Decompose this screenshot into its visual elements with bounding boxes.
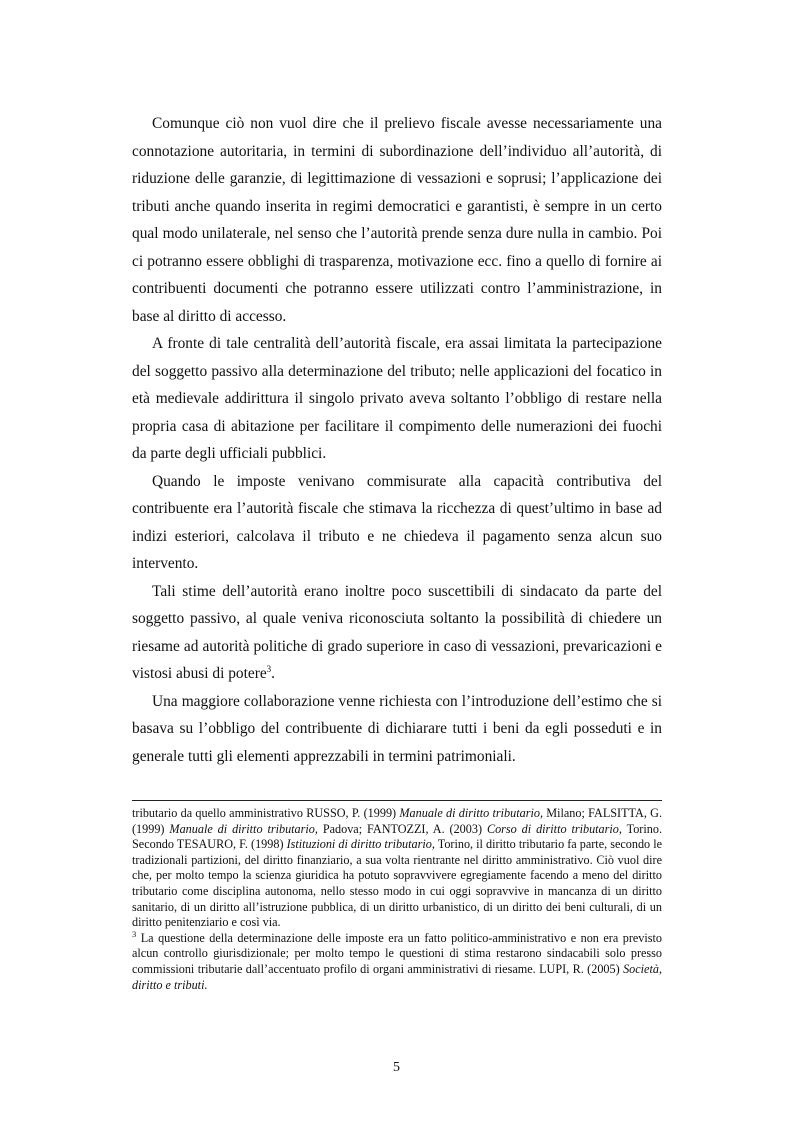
footnote-3 [132, 928, 662, 993]
footnote-italic-title: Società, diritto e tributi. [132, 961, 662, 992]
footnote-text: tributario da quello amministrativo RUSSO, P. (1999) [132, 806, 400, 820]
paragraph-2: A fronte di tale centralità dell’autorità fiscale, era assai limitata la partecipazione del soggetto passivo alla determinazione del tributo; nelle applicazioni del focatico in età medievale addirittura il singolo privato aveva soltanto l’obbligo di restare nella propria casa di abitazione per facilitare il compimento delle numerazioni dei fuochi da parte degli ufficiali pubblici. [132, 335, 662, 462]
paragraph-1: Comunque ciò non vuol dire che il prelievo fiscale avesse necessariamente una connotazione autoritaria, in termini di subordinazione dell’individuo all’autorità, di riduzione delle garanzie, di legittimazione di vessazioni e soprusi; l’applicazione dei tributi anche quando inserita in regimi democratici e garantisti, è sempre in un certo qual modo unilaterale, nel senso che l’autorità prende senza dure nulla in cambio. Poi ci potranno essere obblighi di trasparenza, motivazione ecc. fino a quello di fornire ai contribuenti documenti che potranno essere utilizzati contro l’amministrazione, in base al diritto di accesso. [132, 115, 662, 325]
footnote-italic-title: Manuale di diritto tributario, [169, 821, 318, 836]
paragraph-4 [132, 578, 662, 688]
footnote-text: La questione della determinazione delle imposte era un fatto politico-amministrativo e non era previsto alcun controllo giurisdizionale; per molto tempo le questioni di stima restarono sindacabili solo presso commissioni tributarie dall’accentuato profilo di organi amministrativi di riesame. LUPI, R. (2005) [132, 930, 662, 976]
footnote-text: Padova; FANTOZZI, A. (2003) [317, 821, 487, 836]
paragraph-4-text: Tali stime dell’autorità erano inoltre poco suscettibili di sindacato da parte del soggetto passivo, al quale veniva riconosciuta soltanto la possibilità di chiedere un riesame ad autorità politiche di grado superiore in caso di vessazioni, prevaricazioni e vistosi abusi di potere [132, 582, 662, 682]
footnote-text: Torino, il diritto tributario fa parte, secondo le tradizionali partizioni, del diritto finanziario, a sua volta rientrante nel diritto amministrativo. Ciò vuol dire che, per molto tempo la scienza giuridica ha potuto sopravvivere egregiamente facendo a meno del diritto tributario come disciplina autonoma, nello stesso modo in cui oggi sopravvive in mancanza di un diritto sanitario, di un diritto all’istruzione pubblica, di un diritto urbanistico, di un diritto dei beni culturali, di un diritto penitenziario e così via. [132, 837, 662, 930]
footnote-italic-title: Manuale di diritto tributario, [399, 806, 543, 820]
footnote-number: 3 [132, 928, 137, 939]
footnote-continued [132, 806, 662, 931]
paragraph-5: Una maggiore collaborazione venne richiesta con l’introduzione dell’estimo che si basava su l’obbligo del contribuente di dichiarare tutti i beni da egli posseduti e in generale tutti gli elementi apprezzabili in termini patrimoniali. [132, 692, 662, 765]
footnote-italic-title: Corso di diritto tributario, [486, 821, 622, 836]
footnote-text: Milano; FALSITTA, G. (1999) [132, 806, 663, 836]
footnote-text: Torino. Secondo TESAURO, F. (1998) [132, 821, 662, 852]
footnote-separator [132, 800, 662, 801]
main-text [132, 110, 662, 770]
footnotes [132, 806, 662, 993]
footnote-italic-title: Istituzioni di diritto tributario, [286, 837, 435, 852]
page-number: 5 [393, 1060, 400, 1075]
footnote-reference-3[interactable]: 3 [266, 663, 272, 674]
paragraph-4-end: . [271, 665, 276, 682]
paragraph-3: Quando le imposte venivano commisurate alla capacità contributiva del contribuente era l’autorità fiscale che stimava la ricchezza di quest’ultimo in base ad indizi esteriori, calcolava il tributo e ne chiedeva il pagamento senza alcun suo intervento. [132, 472, 662, 572]
